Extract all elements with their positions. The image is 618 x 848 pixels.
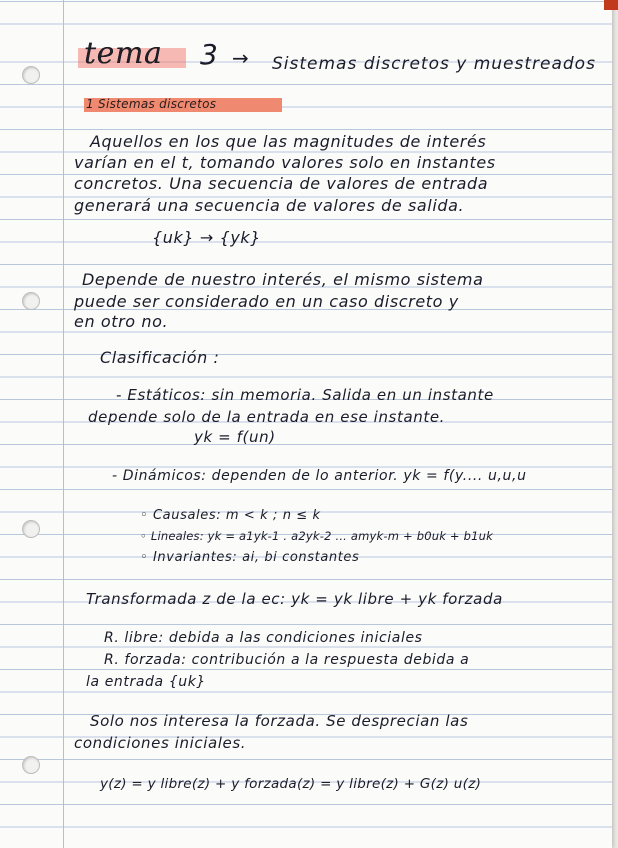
formula-line: yk = f(un) — [194, 428, 276, 446]
text-line: la entrada {uk} — [86, 674, 206, 690]
text-line: condiciones iniciales. — [74, 734, 247, 752]
text-line: en otro no. — [74, 312, 169, 331]
list-item: ◦ Lineales: yk = a1yk-1 . a2yk-2 ... amyk-m + b0uk + b1uk — [140, 529, 493, 543]
title-subtitle: Sistemas discretos y muestreados — [272, 54, 596, 74]
binder-hole — [22, 520, 40, 538]
text-line: - Dinámicos: dependen de lo anterior. yk = f(y.... u,u,u — [112, 468, 527, 484]
margin-line — [63, 0, 64, 848]
text-line: R. libre: debida a las condiciones iniciales — [104, 630, 423, 646]
red-tab — [604, 0, 618, 10]
section-heading: 1 Sistemas discretos — [86, 97, 217, 111]
binder-hole — [22, 756, 40, 774]
text-line: concretos. Una secuencia de valores de entrada — [74, 174, 489, 193]
text-line: Depende de nuestro interés, el mismo sistema — [82, 270, 484, 289]
formula-line: y(z) = y libre(z) + y forzada(z) = y libre(z) + G(z) u(z) — [100, 776, 482, 792]
title-number: 3 — [200, 38, 219, 71]
binder-hole — [22, 66, 40, 84]
text-line: R. forzada: contribución a la respuesta debida a — [104, 652, 470, 668]
text-line: depende solo de la entrada en ese instante. — [88, 408, 446, 426]
list-item: ◦ Invariantes: ai, bi constantes — [140, 550, 360, 565]
text-line: Solo nos interesa la forzada. Se desprecian las — [90, 712, 469, 730]
text-line: varían en el t, tomando valores solo en instantes — [74, 153, 496, 172]
text-line: puede ser considerado en un caso discreto y — [74, 292, 459, 311]
formula-line: {uk} → {yk} — [152, 228, 262, 247]
title-arrow: → — [232, 46, 250, 70]
binder-hole — [22, 292, 40, 310]
text-line: Transformada z de la ec: yk = yk libre + yk forzada — [86, 590, 503, 608]
list-item: ◦ Causales: m < k ; n ≤ k — [140, 508, 321, 523]
title-tema: tema — [84, 36, 163, 71]
text-line: Aquellos en los que las magnitudes de interés — [90, 132, 487, 151]
text-line: - Estáticos: sin memoria. Salida en un instante — [116, 386, 494, 404]
text-line: generará una secuencia de valores de salida. — [74, 196, 465, 215]
subheading-clasificacion: Clasificación : — [100, 348, 220, 367]
